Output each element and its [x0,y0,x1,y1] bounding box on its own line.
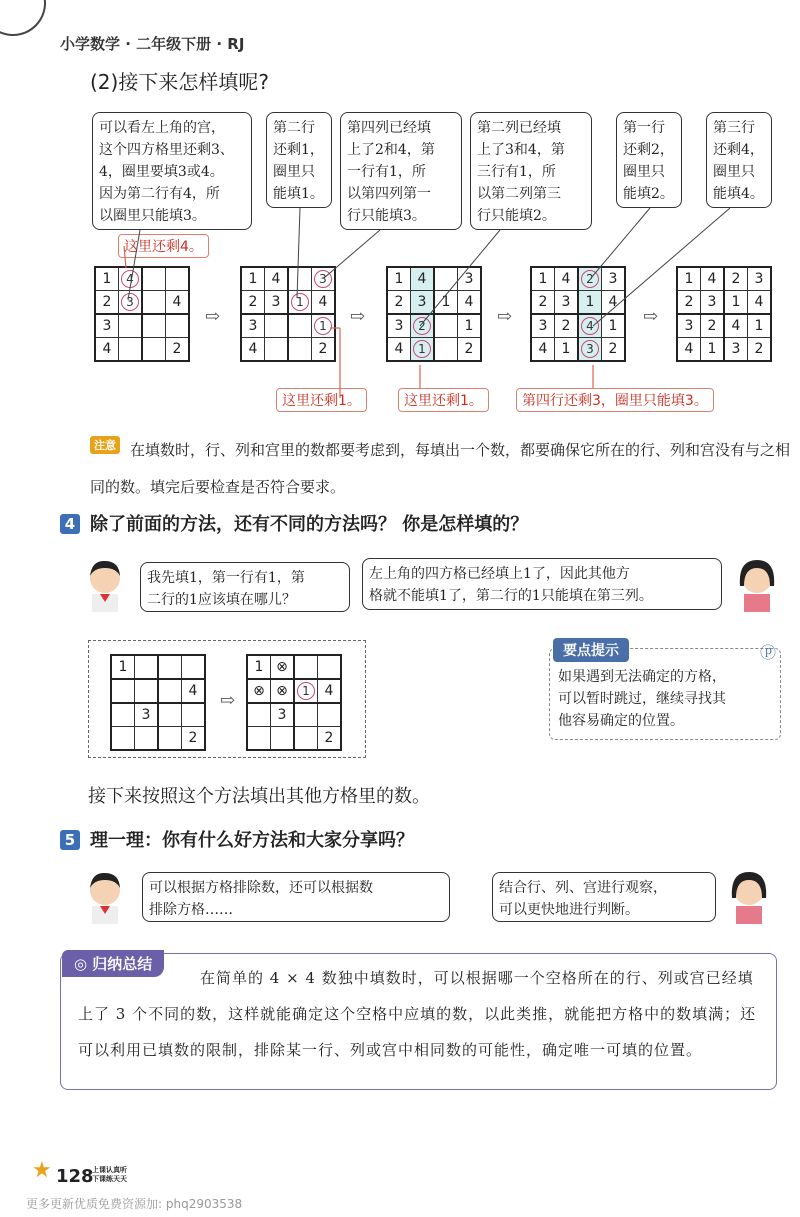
circled-number: 2 [581,270,599,288]
grid-cell: 1 [701,338,725,362]
grid-cell: 4 [241,338,265,362]
bubble-2-text: 第二行 还剩1， 圈里只 能填1。 [273,120,324,202]
grid-cell: 4 [411,267,435,291]
grid-cell: 3 [135,703,159,727]
grid-cell: 2 [458,338,482,362]
grid-cell: 3 [748,267,772,291]
q4-girl-bubble [362,558,722,610]
grid-cell [434,267,458,291]
part2-heading: (2)接下来怎样填呢? [90,70,269,94]
footer-ad: 更多更新优质免费资源加: phq2903538 [26,1197,243,1211]
grid-cell: 3 [555,291,579,315]
grid-cell [271,727,295,751]
grid-4 [530,266,626,362]
grid-cell [411,314,435,338]
circled-number: 4 [581,317,599,335]
grid-cell: 4 [701,267,725,291]
bubble-6 [706,112,772,208]
label-left1-b: 这里还剩1。 [398,388,489,412]
page-number: 128 [56,1166,94,1187]
grid-cell [182,655,206,679]
corner-decoration [0,0,46,36]
grid-cell [119,314,143,338]
grid-cell: 2 [602,338,626,362]
circled-number: 3 [581,340,599,358]
grid-cell: 3 [411,291,435,315]
grid-1 [94,266,190,362]
grid-cell: 4 [182,679,206,703]
grid-cell [142,267,166,291]
grid-cell [135,727,159,751]
arrow-right-icon: ⇨ [220,690,236,711]
grid-cell [578,314,602,338]
circled-number: 1 [413,340,431,358]
grid-cell: 2 [318,727,342,751]
grid-cell [288,314,312,338]
question-5-title: 理一理：你有什么好方法和大家分享吗？ [90,830,414,851]
grid-5 [676,266,772,362]
grid-cell: 1 [578,291,602,315]
q4-grid-b [246,654,342,751]
grid-cell: 1 [95,267,119,291]
grid-cell: 4 [312,291,336,315]
footer-slogan: 上课认真听 下课练天天 [92,1166,127,1183]
circled-number: 3 [314,270,332,288]
grid-cell: 4 [555,267,579,291]
grid-cell: 1 [458,314,482,338]
grid-cell: 1 [677,267,701,291]
grid-cell: 3 [458,267,482,291]
grid-cell [265,314,289,338]
grid-cell [247,703,271,727]
arrow-right-icon: ⇨ [205,306,221,327]
star-icon: ★ [32,1158,52,1183]
question-4-title: 除了前面的方法，还有不同的方法吗？ 你是怎样填的？ [90,514,529,535]
grid-cell [119,291,143,315]
grid-cell: 3 [701,291,725,315]
q4-boy-text: 我先填1，第一行有1，第 二行的1应该填在哪儿？ [147,570,305,608]
grid-cell [288,291,312,315]
grid-cell: 2 [555,314,579,338]
grid-cell: 4 [95,338,119,362]
grid-cell [111,727,135,751]
boy-avatar-icon [82,556,128,612]
bubble-3 [340,112,462,230]
grid-cell: 2 [312,338,336,362]
grid-cell: ⊗ [247,679,271,703]
grid-cell: ⊗ [271,655,295,679]
grid-2 [240,266,336,362]
grid-cell [182,703,206,727]
grid-cell [434,338,458,362]
grid-cell: 3 [95,314,119,338]
girl-avatar-icon [734,556,780,612]
grid-cell: 2 [387,291,411,315]
grid-cell [158,679,182,703]
bubble-1-text: 可以看左上角的宫， 这个四方格里还剩3、 4，圈里要填3或4。 因为第二行有4，所 以圈里只能填3。 [99,120,234,224]
grid-cell [288,267,312,291]
circled-number: 2 [413,317,431,335]
grid-cell [288,338,312,362]
grid-cell [166,314,190,338]
grid-cell [578,267,602,291]
grid-cell [247,727,271,751]
grid-cell [318,703,342,727]
q5-boy-bubble [142,872,450,922]
grid-cell: 4 [677,338,701,362]
grid-cell [318,655,342,679]
grid-cell: 4 [531,338,555,362]
q5-boy-text: 可以根据方格排除数，还可以根据数 排除方格…… [149,880,373,918]
grid-cell [158,703,182,727]
grid-cell [294,703,318,727]
grid-cell: 4 [318,679,342,703]
page-header: 小学数学 · 二年级下册 · RJ [60,35,245,53]
grid-cell: 2 [677,291,701,315]
grid-cell: 3 [531,314,555,338]
q5-girl-text: 结合行、列、宫进行观察， 可以更快地进行判断。 [499,880,667,918]
grid-cell [142,314,166,338]
grid-cell: 3 [241,314,265,338]
circled-number: 1 [297,682,315,700]
grid-cell: 1 [434,291,458,315]
grid-cell: 4 [166,291,190,315]
grid-cell [142,338,166,362]
label-left4: 这里还剩4。 [118,234,209,258]
grid-cell: 3 [602,267,626,291]
grid-cell [158,655,182,679]
grid-cell: 2 [166,338,190,362]
tip-title: 要点提示 [553,638,629,662]
bubble-5-text: 第一行 还剩2， 圈里只 能填2。 [623,120,674,202]
boy-avatar-icon [82,868,128,924]
grid-cell: 1 [555,338,579,362]
q4-followup: 接下来按照这个方法填出其他方格里的数。 [88,786,430,807]
label-row4: 第四行还剩3，圈里只能填3。 [516,388,714,412]
bubble-4-text: 第二列已经填 上了3和4，第 三行有1，所 以第二列第三 行只能填2。 [477,120,565,224]
label-left1-a: 这里还剩1。 [276,388,367,412]
grid-cell: 1 [247,655,271,679]
girl-avatar-icon [726,868,772,924]
grid-cell [294,655,318,679]
grid-cell [111,703,135,727]
grid-cell: 3 [387,314,411,338]
grid-cell [294,679,318,703]
q5-girl-bubble [492,872,716,922]
grid-cell: 4 [724,314,748,338]
grid-cell: 4 [602,291,626,315]
grid-cell [434,314,458,338]
q4-grid-a [110,654,206,751]
grid-cell [578,338,602,362]
grid-cell [119,338,143,362]
arrow-right-icon: ⇨ [350,306,366,327]
grid-cell: 1 [748,314,772,338]
grid-cell: 3 [271,703,295,727]
grid-cell: 3 [677,314,701,338]
question-number-4: 4 [60,514,80,534]
grid-cell: 4 [387,338,411,362]
q4-boy-bubble [140,562,350,612]
grid-cell: 1 [531,267,555,291]
bubble-1 [92,112,252,230]
paperclip-icon: ⓟ [760,643,777,662]
grid-cell: 1 [111,655,135,679]
bubble-4 [470,112,592,230]
q4-girl-text: 左上角的四方格已经填上1了，因此其他方 格就不能填1了，第二行的1只能填在第三列。 [369,566,653,604]
question-number-5: 5 [60,830,80,850]
note-badge: 注意 [90,436,120,454]
grid-cell: 2 [531,291,555,315]
bubble-6-text: 第三行 还剩4， 圈里只 能填4。 [713,120,764,202]
circled-number: 1 [291,293,309,311]
grid-cell: 2 [748,338,772,362]
grid-cell: 3 [265,291,289,315]
grid-3 [386,266,482,362]
summary-text: 在简单的 4 × 4 数独中填数时，可以根据哪一个空格所在的行、列或宫已经填上了 3 个不同的数，这样就能确定这个空格中应填的数，以此类推，就能把方格中的数填满；还可以利用已填数的限制，排除某一行、列或宫中相同数的可能性，确定唯一可填的位置。 [78,969,757,1059]
circled-number: 3 [121,293,139,311]
grid-cell [294,727,318,751]
grid-cell [111,679,135,703]
circled-number: 4 [121,270,139,288]
grid-cell: 1 [387,267,411,291]
note-text: 在填数时，行、列和宫里的数都要考虑到，每填出一个数，都要确保它所在的行、列和宫没有与之相同的数。填完后要检查是否符合要求。 [90,441,791,496]
grid-cell: 4 [265,267,289,291]
grid-cell [265,338,289,362]
grid-cell [411,338,435,362]
grid-cell [135,655,159,679]
grid-cell [135,679,159,703]
grid-cell: 2 [241,291,265,315]
circled-number: 1 [314,317,332,335]
grid-cell: ⊗ [271,679,295,703]
grid-cell: 2 [724,267,748,291]
grid-cell [312,314,336,338]
arrow-right-icon: ⇨ [497,306,513,327]
grid-cell: 2 [95,291,119,315]
arrow-right-icon: ⇨ [643,306,659,327]
grid-cell [158,727,182,751]
grid-cell: 1 [241,267,265,291]
tip-text: 如果遇到无法确定的方格， 可以暂时跳过，继续寻找其 他容易确定的位置。 [558,669,726,729]
grid-cell: 2 [701,314,725,338]
bubble-5 [616,112,682,208]
grid-cell [142,291,166,315]
bubble-3-text: 第四列已经填 上了2和4，第 一行有1，所 以第四列第一 行只能填3。 [347,120,435,224]
bubble-2 [266,112,332,208]
grid-cell: 4 [458,291,482,315]
grid-cell: 3 [724,338,748,362]
grid-cell: 2 [182,727,206,751]
grid-cell [312,267,336,291]
grid-cell: 1 [602,314,626,338]
grid-cell: 1 [724,291,748,315]
grid-cell [166,267,190,291]
grid-cell [119,267,143,291]
grid-cell: 4 [748,291,772,315]
summary-title: ◎ 归纳总结 [62,950,164,977]
